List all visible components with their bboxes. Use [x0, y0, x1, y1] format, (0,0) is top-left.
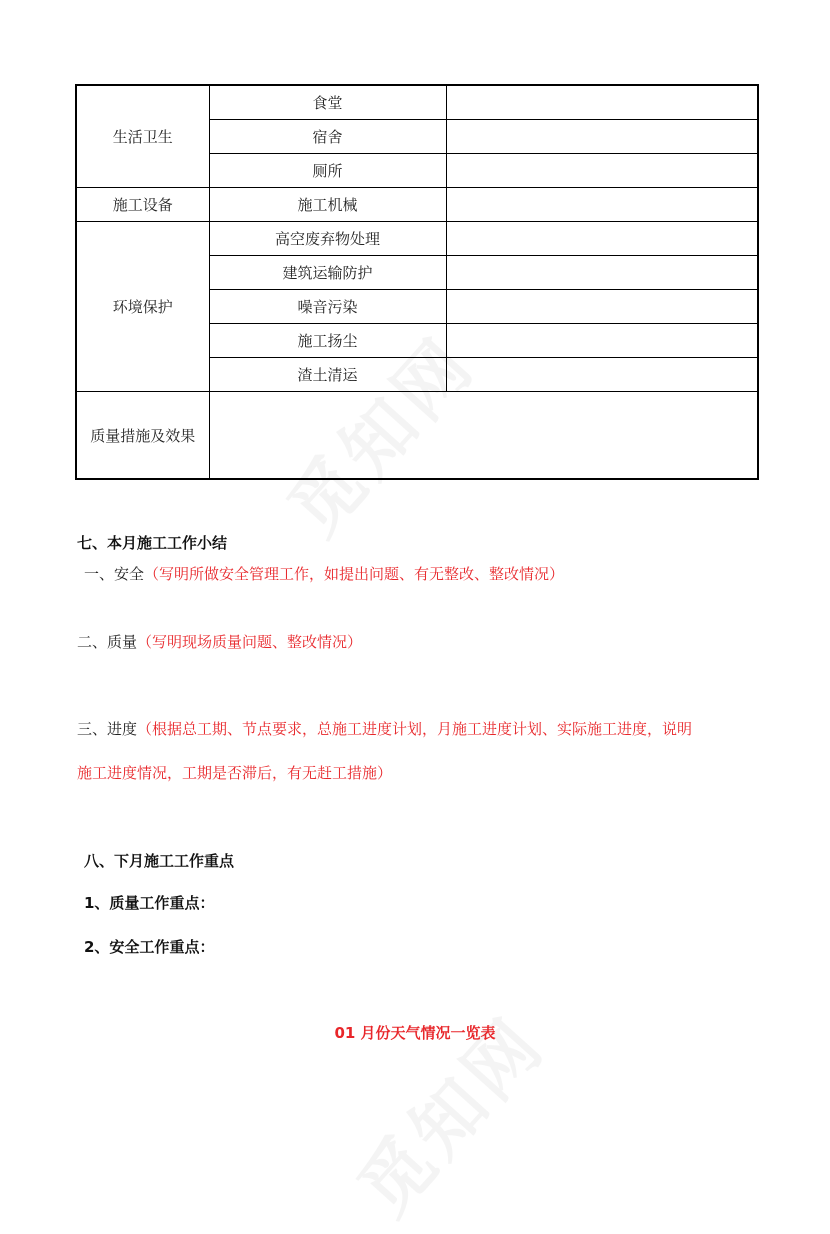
item-cell: 噪音污染 [209, 290, 446, 324]
category-cell: 质量措施及效果 [76, 392, 209, 480]
category-cell: 施工设备 [76, 188, 209, 222]
quality-summary [77, 631, 362, 652]
section-7-title: 七、本月施工工作小结 [77, 534, 228, 552]
quality-focus-item: 1、质量工作重点： [84, 894, 215, 912]
progress-hint-line1: （根据总工期、节点要求，总施工进度计划，月施工进度计划、实际施工进度，说明 [137, 720, 693, 738]
progress-label: 三、进度 [77, 720, 138, 738]
weather-table-title: 01 月份天气情况一览表 [334, 1024, 496, 1042]
item-cell: 宿舍 [209, 120, 446, 154]
quality-hint: （写明现场质量问题、整改情况） [137, 633, 363, 651]
section-8-title: 八、下月施工工作重点 [84, 852, 235, 870]
value-cell[interactable] [446, 256, 758, 290]
quality-label: 二、质量 [77, 633, 138, 651]
item-cell: 建筑运输防护 [209, 256, 446, 290]
value-cell[interactable] [446, 222, 758, 256]
table-row [76, 222, 758, 256]
item-cell: 渣土清运 [209, 358, 446, 392]
value-cell[interactable] [446, 324, 758, 358]
value-cell[interactable] [446, 290, 758, 324]
value-cell[interactable] [446, 85, 758, 120]
item-cell: 高空废弃物处理 [209, 222, 446, 256]
table-row [76, 188, 758, 222]
value-cell[interactable] [446, 120, 758, 154]
category-cell: 环境保护 [76, 222, 209, 392]
table-row [76, 392, 758, 480]
value-cell[interactable] [446, 188, 758, 222]
table-row [76, 85, 758, 120]
safety-focus-item: 2、安全工作重点： [84, 938, 215, 956]
safety-summary [84, 563, 564, 584]
item-cell: 食堂 [209, 85, 446, 120]
item-cell: 厕所 [209, 154, 446, 188]
progress-summary [77, 718, 692, 739]
quality-measures-cell[interactable] [209, 392, 758, 480]
value-cell[interactable] [446, 154, 758, 188]
progress-hint-line2: 施工进度情况，工期是否滞后，有无赶工措施） [77, 764, 393, 782]
inspection-table [75, 84, 759, 480]
safety-hint: （写明所做安全管理工作，如提出问题、有无整改、整改情况） [144, 565, 565, 583]
item-cell: 施工机械 [209, 188, 446, 222]
safety-label: 一、安全 [84, 565, 145, 583]
category-cell: 生活卫生 [76, 85, 209, 188]
value-cell[interactable] [446, 358, 758, 392]
item-cell: 施工扬尘 [209, 324, 446, 358]
